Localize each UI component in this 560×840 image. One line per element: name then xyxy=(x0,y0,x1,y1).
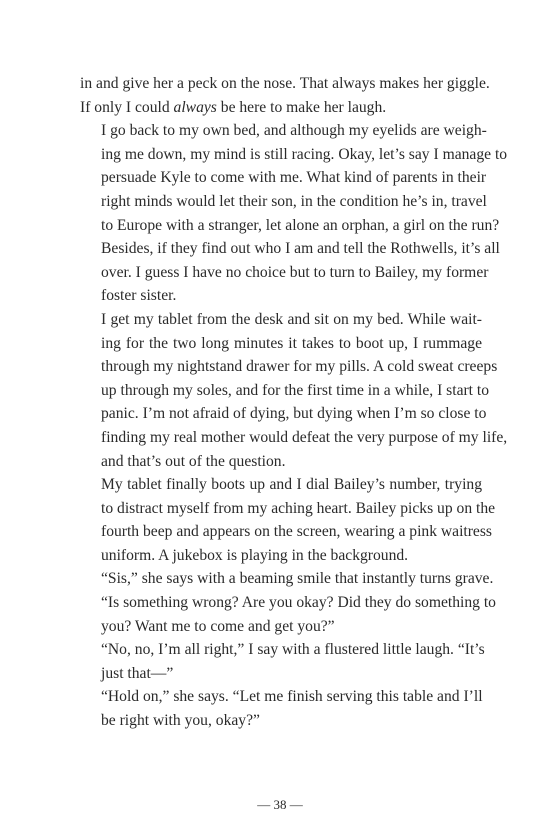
text-line: I go back to my own bed, and although my eyelids are weigh- xyxy=(101,122,487,140)
text-line: be right with you, okay?” xyxy=(101,712,260,730)
text-line: through my nightstand drawer for my pills. A cold sweat creeps xyxy=(101,358,498,376)
text-line: finding my real mother would defeat the very purpose of my life, xyxy=(101,428,508,446)
text-line: If only I could always be here to make her laugh. xyxy=(80,98,387,116)
text-line: to distract myself from my aching heart. Bailey picks up on the xyxy=(101,499,496,517)
text-line: ing me down, my mind is still racing. Okay, let’s say I manage to xyxy=(101,145,508,163)
paragraph xyxy=(80,308,508,473)
text-line: right minds would let their son, in the condition he’s in, travel xyxy=(101,192,487,210)
text-line: Besides, if they find out who I am and tell the Rothwells, it’s all xyxy=(101,240,500,258)
text-line: My tablet finally boots up and I dial Bailey’s number, trying xyxy=(101,476,482,494)
text-line: you? Want me to come and get you?” xyxy=(101,617,335,635)
text-line: over. I guess I have no choice but to turn to Bailey, my former xyxy=(101,263,489,281)
text-line: to Europe with a stranger, let alone an orphan, a girl on the run? xyxy=(101,216,500,234)
text-line: fourth beep and appears on the screen, wearing a pink waitress xyxy=(101,523,492,541)
text-line: “No, no, I’m all right,” I say with a flustered little laugh. “It’s xyxy=(101,641,485,659)
text-line: foster sister. xyxy=(101,287,177,305)
emphasis-text: always xyxy=(173,98,217,116)
paragraph xyxy=(80,72,490,119)
body-text xyxy=(80,72,508,733)
text-line: persuade Kyle to come with me. What kind of parents in their xyxy=(101,169,487,187)
text-line: “Is something wrong? Are you okay? Did they do something to xyxy=(101,594,496,612)
text-line: I get my tablet from the desk and sit on my bed. While wait- xyxy=(101,310,482,328)
text-line: just that—” xyxy=(101,664,174,682)
text-line: ing for the two long minutes it takes to boot up, I rummage xyxy=(101,334,482,352)
paragraph xyxy=(80,567,496,638)
text-line: uniform. A jukebox is playing in the background. xyxy=(101,546,409,564)
text-line: panic. I’m not afraid of dying, but dying when I’m so close to xyxy=(101,405,487,423)
paragraph xyxy=(80,473,496,567)
text-line: “Hold on,” she says. “Let me finish serving this table and I’ll xyxy=(101,688,483,706)
paragraph xyxy=(80,685,482,732)
text-line: “Sis,” she says with a beaming smile that instantly turns grave. xyxy=(101,570,494,588)
text-line: in and give her a peck on the nose. That always makes her giggle. xyxy=(80,75,490,92)
text-line: and that’s out of the question. xyxy=(101,452,286,470)
page-number: — 38 — xyxy=(257,797,303,812)
text-line: up through my soles, and for the first time in a while, I start to xyxy=(101,381,490,399)
paragraph xyxy=(80,119,508,308)
paragraph xyxy=(80,638,485,685)
